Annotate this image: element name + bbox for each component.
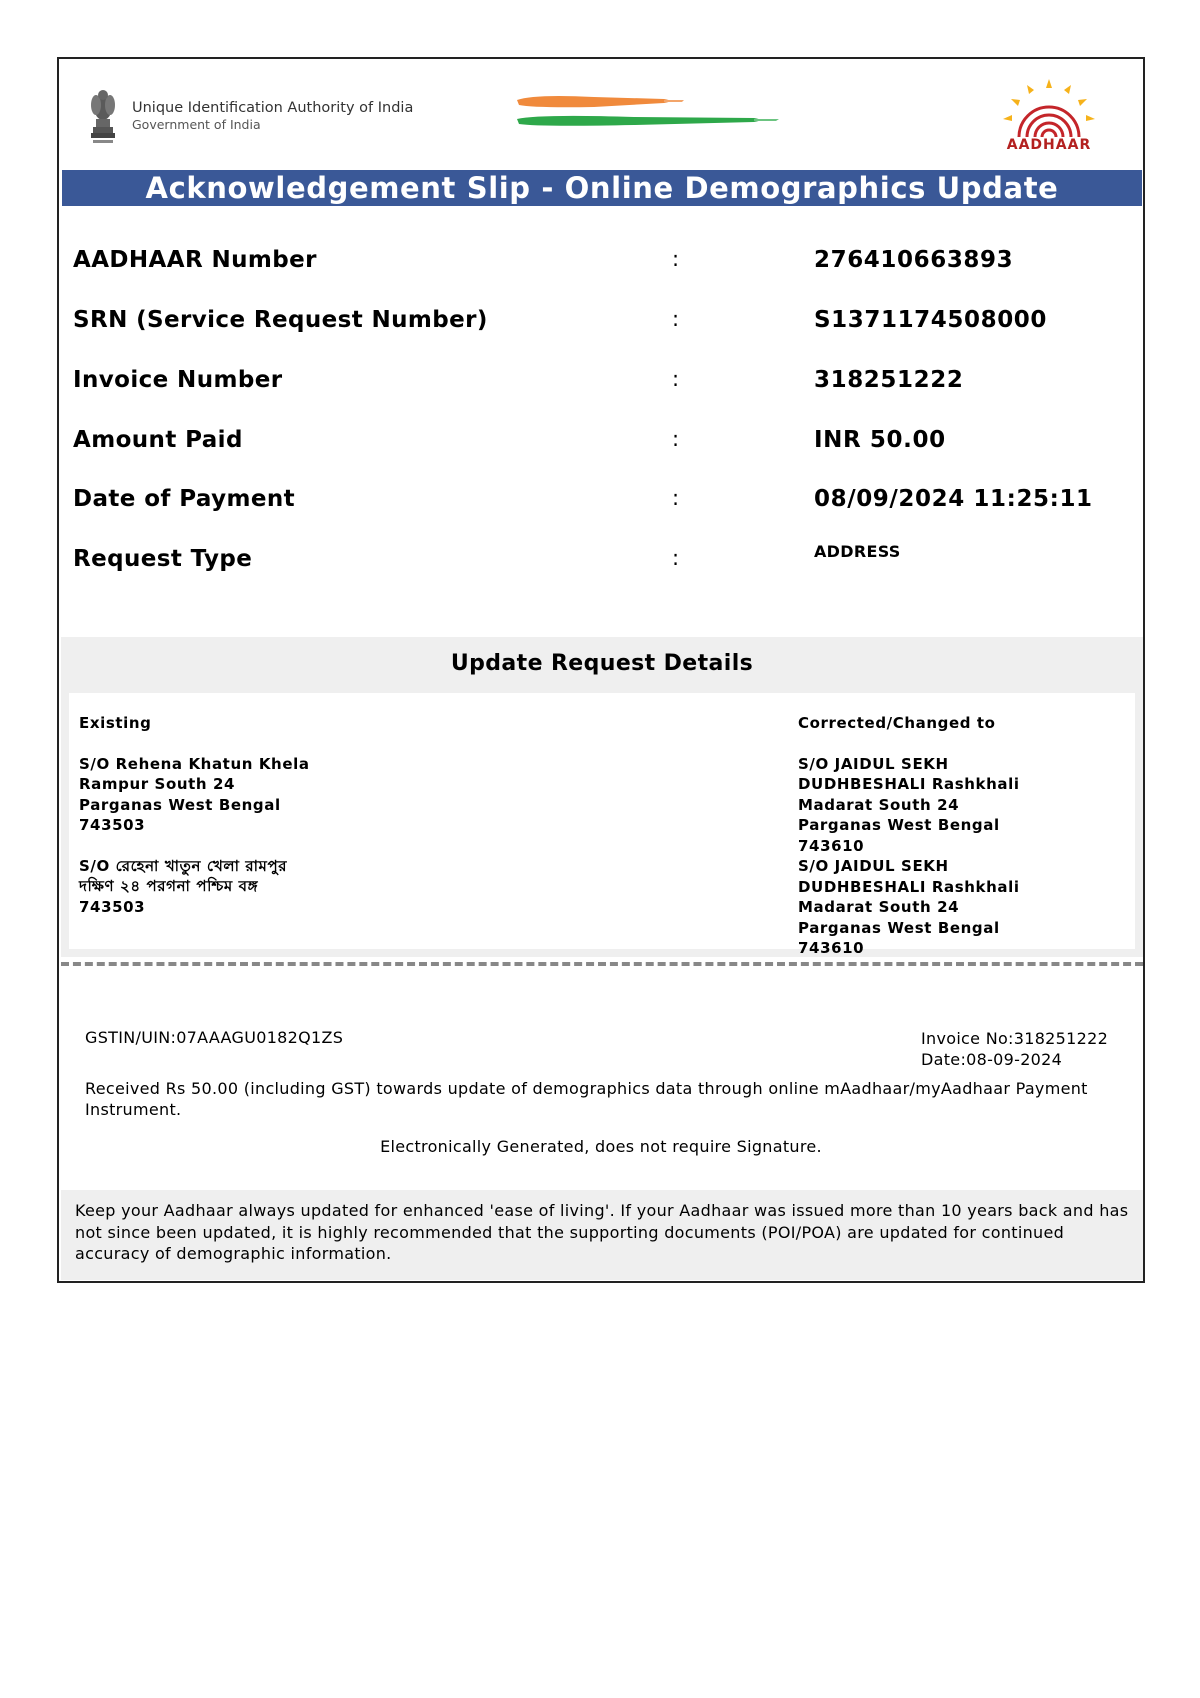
field-row-amount-paid <box>73 427 1133 467</box>
address-line: 743610 <box>798 836 865 855</box>
update-details-panel <box>69 693 1135 957</box>
field-value: ADDRESS <box>814 542 901 561</box>
acknowledgement-slip <box>57 57 1145 1283</box>
received-statement: Received Rs 50.00 (including GST) towards update of demographics data through online mAadhaar/myAadhaar Payment Instrument. <box>85 1079 1088 1119</box>
address-line: S/O Rehena Khatun Khela <box>79 754 310 773</box>
field-separator: : <box>672 247 680 271</box>
field-value: INR 50.00 <box>814 427 946 453</box>
local-address-line: S/O JAIDUL SEKH <box>798 857 949 875</box>
section-title: Update Request Details <box>450 651 754 676</box>
invoice-date-text: Date:08-09-2024 <box>921 1050 1063 1069</box>
field-label: Invoice Number <box>73 367 283 393</box>
national-emblem-icon <box>87 87 119 145</box>
corrected-address-column <box>798 713 1020 959</box>
aadhaar-logo-text: AADHAAR <box>1006 137 1092 153</box>
address-line: Parganas West Bengal <box>798 816 1000 834</box>
field-separator: : <box>672 486 680 510</box>
page-title: Acknowledgement Slip - Online Demographics Update <box>62 170 1142 206</box>
invoice-meta <box>921 1028 1108 1070</box>
electronic-note: Electronically Generated, does not require Signature. <box>380 1137 822 1156</box>
field-separator: : <box>672 367 680 391</box>
local-address-line: DUDHBESHALI Rashkhali <box>798 877 1020 896</box>
existing-address-column <box>79 713 310 917</box>
dashed-divider <box>61 962 1143 966</box>
field-value: 276410663893 <box>814 247 1014 273</box>
local-address-line: 743503 <box>79 897 146 916</box>
address-line: Parganas West Bengal <box>79 795 281 814</box>
invoice-number-text: Invoice No:318251222 <box>921 1029 1109 1048</box>
field-label: Request Type <box>73 546 253 572</box>
address-line: DUDHBESHALI Rashkhali <box>798 775 1020 793</box>
column-heading: Existing <box>79 714 152 732</box>
field-label: AADHAAR Number <box>73 247 317 273</box>
field-label: Amount Paid <box>73 427 243 453</box>
slip-header <box>59 59 1143 205</box>
field-row-request-type <box>73 542 1133 586</box>
field-row-invoice-number <box>73 367 1133 407</box>
org-line-2: Government of India <box>132 117 261 132</box>
local-address-line: Parganas West Bengal <box>798 918 1000 937</box>
field-row-srn <box>73 307 1133 347</box>
local-address-line: S/O রেহেনা খাতুন খেলা রামপুর <box>79 856 288 875</box>
org-name <box>132 99 413 133</box>
tricolor-brush-graphic <box>514 94 789 134</box>
local-address-line: Madarat South 24 <box>798 898 960 916</box>
footer-note: Keep your Aadhaar always updated for enhanced 'ease of living'. If your Aadhaar was issued more than 10 years back and has not since been updated, it is highly recommended that the supporting documents (POI/POA) are updated for continued accuracy of demographic information. <box>61 1190 1143 1280</box>
field-row-aadhaar-number <box>73 247 1133 287</box>
field-separator: : <box>672 546 680 570</box>
address-line: Madarat South 24 <box>798 795 960 814</box>
field-separator: : <box>672 427 680 451</box>
field-separator: : <box>672 307 680 331</box>
address-line: S/O JAIDUL SEKH <box>798 754 949 773</box>
address-line: 743503 <box>79 816 146 834</box>
address-line: Rampur South 24 <box>79 775 236 793</box>
local-address-line: 743610 <box>798 939 865 957</box>
field-value: S1371174508000 <box>814 307 1048 333</box>
org-line-1: Unique Identification Authority of India <box>132 100 414 116</box>
gstin-text: GSTIN/UIN:07AAAGU0182Q1ZS <box>85 1028 344 1047</box>
update-request-section <box>61 637 1143 957</box>
column-heading: Corrected/Changed to <box>798 714 996 732</box>
local-address-line: দক্ষিণ ২৪ পরগনা পশ্চিম বঙ্গ <box>79 877 259 895</box>
field-row-date-of-payment <box>73 486 1133 526</box>
field-value: 318251222 <box>814 367 964 393</box>
field-label: Date of Payment <box>73 486 296 512</box>
field-value: 08/09/2024 11:25:11 <box>814 486 1093 512</box>
field-label: SRN (Service Request Number) <box>73 307 488 333</box>
